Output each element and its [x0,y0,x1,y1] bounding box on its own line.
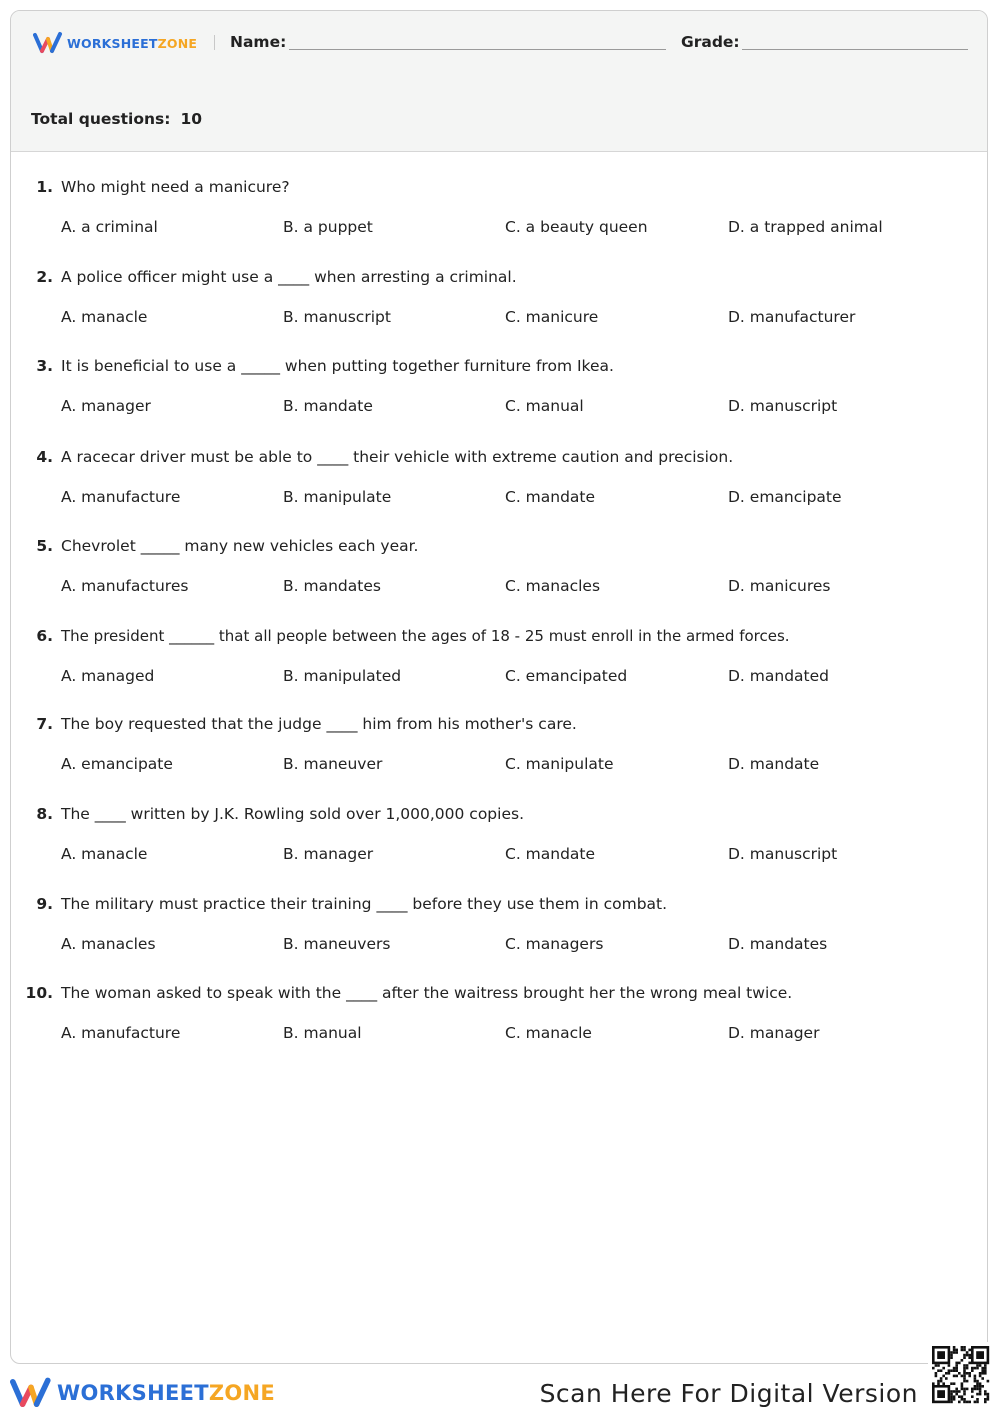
brand-logo [33,31,197,55]
question-number: 5. [36,537,53,555]
option-b[interactable]: B. manuscript [283,308,391,326]
option-c[interactable]: C. manacles [505,577,601,595]
worksheet-header [11,11,987,152]
option-a[interactable]: A. a criminal [61,218,158,236]
option-a[interactable]: A. manacles [61,935,156,953]
option-c[interactable]: C. mandate [505,488,596,506]
option-a[interactable]: A. manufacture [61,488,181,506]
question-text: A racecar driver must be able to ____ their vehicle with extreme caution and precision. [61,448,734,466]
option-b[interactable]: B. manipulate [283,488,392,506]
option-c[interactable]: C. managers [505,935,604,953]
option-a[interactable]: A. emancipate [61,755,173,773]
option-a[interactable]: A. manager [61,397,151,415]
option-c[interactable]: C. mandate [505,845,596,863]
option-d[interactable]: D. emancipate [728,488,842,506]
question-text: The president ______ that all people between the ages of 18 - 25 must enroll in the armed forces. [61,627,790,645]
name-label: Name: [230,33,287,51]
question-text: Chevrolet _____ many new vehicles each year. [61,537,419,555]
option-a[interactable]: A. managed [61,667,155,685]
worksheetzone-logo-icon [10,1376,52,1410]
worksheetzone-logo-icon [33,31,63,55]
option-c[interactable]: C. manipulate [505,755,614,773]
worksheet-sheet [10,10,988,1364]
qr-code-icon[interactable] [928,1342,994,1408]
option-a[interactable]: A. manufacture [61,1024,181,1042]
question-text: Who might need a manicure? [61,178,290,196]
brand-name [67,36,197,51]
question-text: The boy requested that the judge ____ him from his mother's care. [61,715,577,733]
option-c[interactable]: C. manicure [505,308,599,326]
option-a[interactable]: A. manacle [61,845,148,863]
option-d[interactable]: D. mandate [728,755,820,773]
question-number: 3. [36,357,53,375]
question-number: 7. [36,715,53,733]
question-number: 10. [25,984,53,1002]
total-questions [31,110,202,128]
option-b[interactable]: B. mandates [283,577,381,595]
name-field[interactable] [289,49,666,50]
total-questions-label: Total questions: [31,110,171,128]
question-number: 6. [36,627,53,645]
scan-instruction: Scan Here For Digital Version [539,1379,918,1408]
question-text: A police officer might use a ____ when arresting a criminal. [61,268,517,286]
option-b[interactable]: B. manipulated [283,667,402,685]
question-number: 8. [36,805,53,823]
option-d[interactable]: D. manicures [728,577,831,595]
grade-label: Grade: [681,33,740,51]
option-a[interactable]: A. manufactures [61,577,189,595]
option-c[interactable]: C. emancipated [505,667,628,685]
option-d[interactable]: D. manufacturer [728,308,856,326]
question-text: It is beneficial to use a _____ when putting together furniture from Ikea. [61,357,614,375]
brand-part2: ZONE [157,35,198,51]
grade-field[interactable] [742,49,968,50]
question-text: The woman asked to speak with the ____ after the waitress brought her the wrong meal twice. [61,984,793,1002]
option-b[interactable]: B. manual [283,1024,362,1042]
footer-brand-name [57,1381,275,1405]
question-number: 1. [36,178,53,196]
option-b[interactable]: B. mandate [283,397,373,415]
option-b[interactable]: B. maneuvers [283,935,391,953]
footer-brand-logo [10,1376,275,1410]
total-questions-count: 10 [180,110,203,128]
option-d[interactable]: D. manuscript [728,397,838,415]
question-text: The ____ written by J.K. Rowling sold over 1,000,000 copies. [61,805,524,823]
header-divider [214,35,215,50]
option-d[interactable]: D. a trapped animal [728,218,883,236]
option-d[interactable]: D. manuscript [728,845,838,863]
brand-part1: WORKSHEET [67,35,158,51]
question-text: The military must practice their training ____ before they use them in combat. [61,895,668,913]
option-c[interactable]: C. a beauty queen [505,218,648,236]
question-number: 9. [36,895,53,913]
option-b[interactable]: B. a puppet [283,218,373,236]
question-number: 2. [36,268,53,286]
option-a[interactable]: A. manacle [61,308,148,326]
option-c[interactable]: C. manacle [505,1024,592,1042]
footer-brand-part1: WORKSHEET [57,1381,209,1405]
option-b[interactable]: B. maneuver [283,755,383,773]
option-d[interactable]: D. mandates [728,935,828,953]
question-number: 4. [36,448,53,466]
footer-brand-part2: ZONE [208,1381,276,1405]
option-b[interactable]: B. manager [283,845,374,863]
option-d[interactable]: D. mandated [728,667,829,685]
option-d[interactable]: D. manager [728,1024,820,1042]
option-c[interactable]: C. manual [505,397,584,415]
